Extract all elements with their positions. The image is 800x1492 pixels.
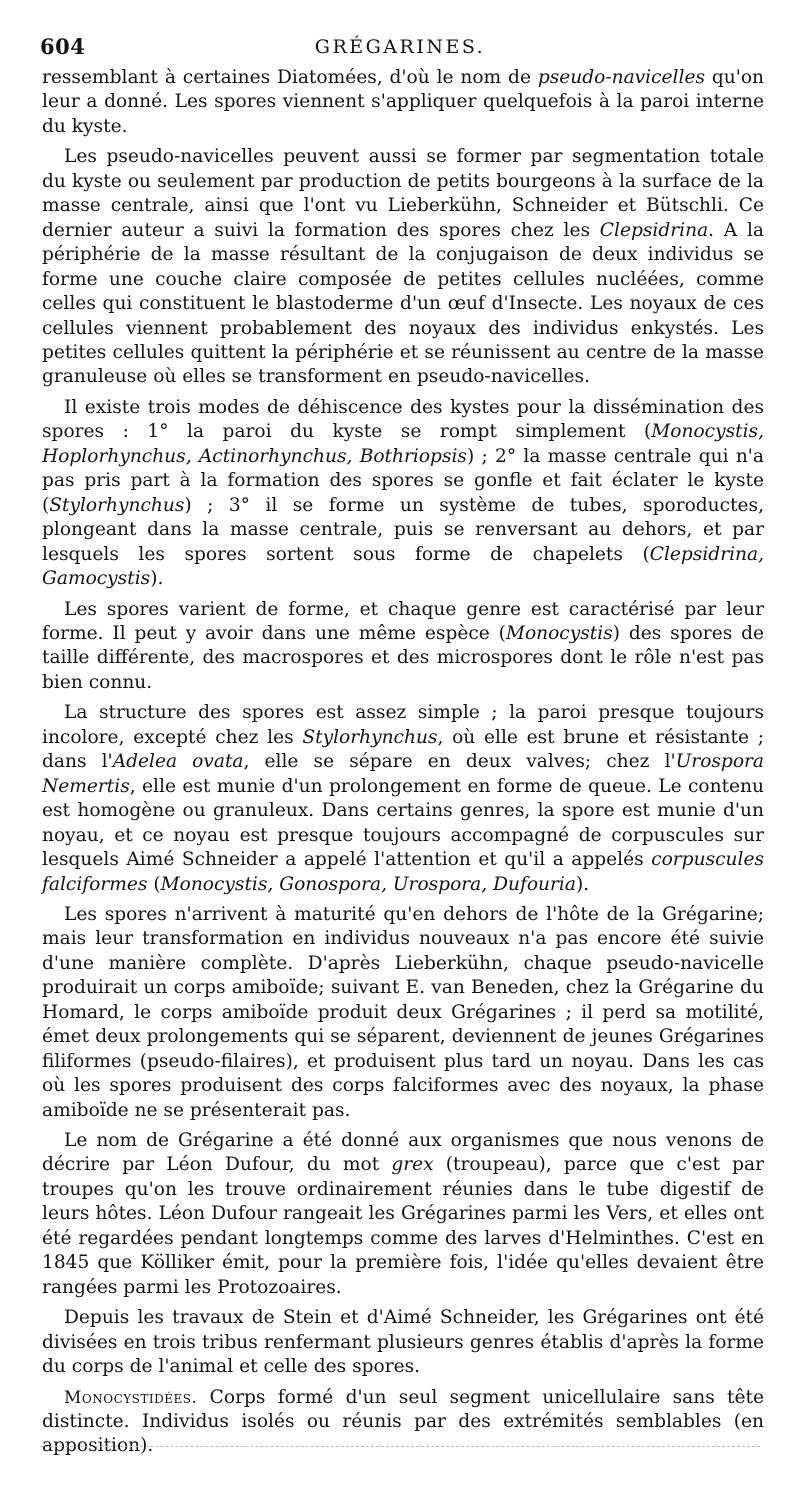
text-run: , elle est munie d'un prolongement en forme de queue. Le contenu est homogène ou granuleux. Dans certains genres, la spore est munie d'un noyau, et ce noyau est presque toujours accompagné de corpuscules sur lesquels Aimé Schneider a appelé l'attention et qu'il a appelés: [42, 775, 764, 871]
text-run: Les spores varient de forme, et chaque genre est caractérisé par leur forme. Il peut y avoir dans une même espèce (: [42, 598, 764, 644]
text-run: Les spores n'arrivent à maturité qu'en dehors de l'hôte de la Grégarine; mais leur transformation en individus nouveaux n'a pas encore été suivie d'une manière complète. D'après Lieberkühn, chaque pseudo-navicelle produirait un corps amiboïde; suivant E. van Beneden, chez la Grégarine du Homard, le corps amiboïde produit deux Grégarines ; il perd sa motilité, émet deux prolongements qui se séparent, deviennent de jeunes Grégarines filiformes (pseudo-filaires), et produisent plus tard un noyau. Dans les cas où les spores produisent des corps falciformes avec des noyaux, la phase amiboïde ne se présenterait pas.: [42, 903, 764, 1121]
paragraph: [42, 1386, 764, 1459]
italic-term: Stylorhynchus: [49, 494, 185, 516]
paragraph: [42, 1129, 764, 1300]
text-run: ).: [575, 873, 590, 895]
text-run: . A la périphérie de la masse résultant de la conjugaison de deux individus se forme une couche claire composée de petites cellules nucléées, comme celles qui constituent le blastoderme d'un œuf d'Insecte. Les noyaux de ces cellules viennent probablement des noyaux des individus enkystés. Les petites cellules quittent la périphérie et se réunissent au centre de la masse granuleuse où elles se transforment en pseudo-navicelles.: [42, 219, 764, 388]
text-run: ).: [150, 568, 164, 590]
paragraph: [42, 66, 764, 139]
text-run: La structure des spores est assez simple ; la paroi presque toujours incolore, excepté chez les: [42, 702, 764, 748]
text-run: Depuis les travaux de Stein et d'Aimé Schneider, les Grégarines ont été divisées en trois tribus renfermant plusieurs genres établis d'après la forme du corps de l'animal et celle des spores.: [42, 1307, 764, 1378]
italic-term: Adelea ovata: [112, 751, 244, 773]
running-title: GRÉGARINES.: [314, 36, 486, 58]
text-run: (troupeau), parce que c'est par troupes qu'on les trouve ordinairement réunies dans le tube digestif de leurs hôtes. Léon Dufour rangeait les Grégarines parmi les Vers, et elles ont été regardées pendant longtemps comme des larves d'Helminthes. C'est en 1845 que Kölliker émit, pour la première fois, l'idée qu'elles devaient être rangées parmi les Protozoaires.: [42, 1154, 764, 1298]
italic-term: pseudo-navicelles: [537, 67, 705, 88]
italic-term: corpuscules falciformes: [42, 849, 764, 895]
paragraph: [42, 1306, 764, 1379]
paragraph: [42, 598, 764, 696]
tribe-name: Monocystidées.: [64, 1387, 198, 1408]
text-run: Le nom de Grégarine a été donné aux organismes que nous venons de décrire par Léon Dufour, du mot: [42, 1130, 764, 1176]
italic-term: Clepsidrina: [599, 219, 709, 241]
italic-term: Urospora Nemertis: [42, 751, 765, 797]
text-run: ) ; 3° il se forme un système de tubes, sporoductes, plongeant dans la masse centrale, puis se renversant au dehors, et par lesquels les spores sortent sous forme de chapelets (: [42, 494, 764, 565]
text-run: ) des spores de taille différente, des macrospores et des microspores dont le rôle n'est pas bien connu.: [42, 622, 765, 693]
text-run: ) ; 2° la masse centrale qui n'a pas pris part à la formation des spores se gonfle et fait éclater le kyste (: [42, 445, 765, 516]
text-run: , elle se sépare en deux valves; chez l': [243, 751, 676, 773]
italic-term: Stylorhynchus: [302, 726, 438, 748]
italic-term: Clepsidrina, Gamocystis: [42, 543, 764, 590]
italic-term: grex: [391, 1154, 434, 1176]
italic-term: Monocystis, Gonospora, Urospora, Dufouria: [160, 873, 576, 895]
text-run: , où elle est brune et résistante ; dans l': [42, 726, 764, 773]
page-header: [40, 34, 760, 60]
page-number: 604: [40, 34, 86, 59]
text-run: Les pseudo-navicelles peuvent aussi se former par segmentation totale du kyste ou seulement par production de petits bourgeons à la surface de la masse centrale, ainsi que l'ont vu Lieberkühn, Schneider et Bütschli. Ce dernier auteur a suivi la formation des spores chez les: [42, 146, 764, 241]
text-run: Il existe trois modes de déhiscence des kystes pour la dissémination des spores : 1° la paroi du kyste se rompt simplement (: [42, 396, 764, 443]
paragraph: [42, 701, 764, 897]
paragraph: [42, 903, 764, 1123]
italic-term: Monocystis, Hoplorhynchus, Actinorhynchus, Bothriopsis: [42, 421, 764, 467]
text-run: qu'on leur a donné. Les spores viennent s'appliquer quelquefois à la paroi interne du kyste.: [42, 67, 764, 137]
body-text: [42, 66, 764, 1459]
paragraph: [42, 145, 764, 390]
text-run: ressemblant à certaines Diatomées, d'où le nom de: [42, 67, 538, 88]
footer-rule: [40, 1446, 760, 1447]
italic-term: Monocystis: [505, 622, 613, 644]
text-run: (: [147, 873, 161, 895]
paragraph: [42, 396, 764, 592]
text-run: Corps formé d'un seul segment unicellulaire sans tête distincte. Individus isolés ou réunis par des extrémités semblables (en apposition).: [42, 1386, 764, 1457]
